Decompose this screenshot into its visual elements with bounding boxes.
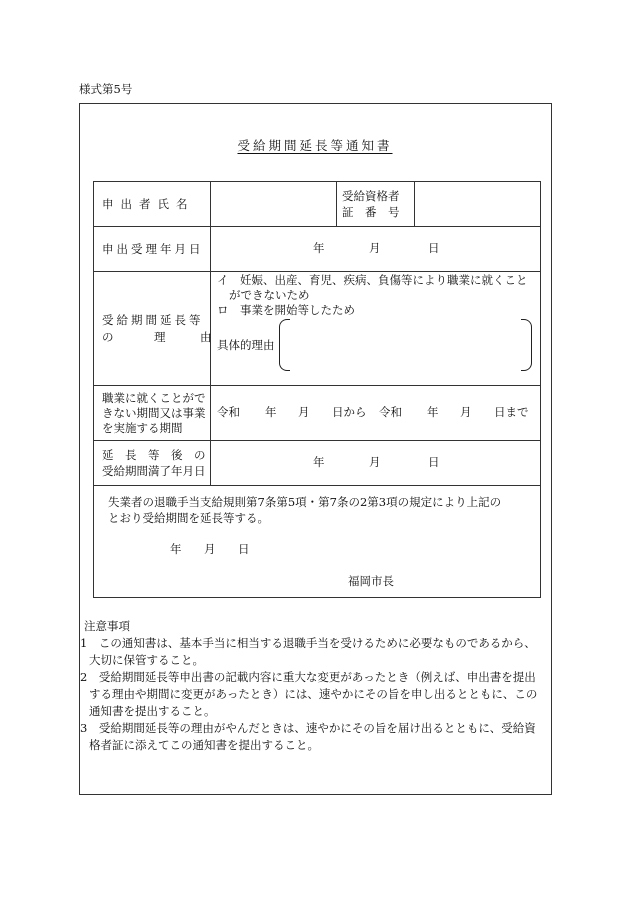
note-2-line-3: 通知書を提出すること。: [89, 704, 216, 718]
specific-reason-label: 具体的理由: [217, 338, 275, 352]
specific-reason-field[interactable]: [291, 319, 531, 369]
notice-date-year: 年: [170, 542, 182, 556]
reason-row: [94, 272, 541, 386]
cert-number-label: 受給資格者 証 番 号: [337, 182, 415, 227]
period-label: 職業に就くことがで きない期間又は事業 を実施する期間: [94, 386, 211, 441]
applicant-name-field[interactable]: [211, 182, 337, 227]
receipt-date-row: [94, 227, 541, 272]
reason-option-i[interactable]: イ 妊娠、出産、育児、疾病、負傷等により職業に就くこと: [217, 273, 528, 287]
period-row: [94, 386, 541, 441]
notice-row: [94, 486, 541, 598]
period-field[interactable]: 令和 年 月 日から 令和 年 月 日まで: [211, 386, 541, 441]
reason-label: 受給期間延長等 の 理 由: [94, 272, 211, 386]
notice-box: [94, 486, 541, 598]
expiry-label: 延 長 等 後 の 受給期間満了年月日: [94, 441, 211, 486]
document-title: 受給期間延長等通知書: [237, 138, 393, 153]
notice-date-day: 日: [238, 542, 250, 556]
note-1-line-1: 1 この通知書は、基本手当に相当する退職手当を受けるために必要なものであるから、: [80, 636, 536, 650]
note-2-line-1: 2 受給期間延長等申出書の記載内容に重大な変更があったとき（例えば、申出書を提出: [80, 670, 536, 684]
reason-option-ro[interactable]: ロ 事業を開始等したため: [217, 303, 355, 317]
reason-option-i-cont: ができないため: [229, 288, 310, 302]
form-number: 様式第5号: [79, 82, 133, 96]
note-3-line-2: 格者証に添えてこの通知書を提出すること。: [89, 738, 319, 752]
expiry-row: [94, 441, 541, 486]
applicant-name-label: 申出者氏名: [94, 182, 211, 227]
notes-heading: 注意事項: [84, 619, 130, 633]
applicant-row: [94, 182, 541, 227]
notice-date-month: 月: [204, 542, 216, 556]
notes-section: [80, 618, 538, 754]
bracket-left: [279, 319, 290, 371]
receipt-date-field[interactable]: 年 月 日: [211, 227, 541, 272]
application-table: [93, 181, 541, 598]
issuer-name: 福岡市長: [348, 574, 394, 588]
cert-number-field[interactable]: [415, 182, 541, 227]
reason-field: [211, 272, 541, 386]
note-3-line-1: 3 受給期間延長等の理由がやんだときは、速やかにその旨を届け出るとともに、受給資: [80, 721, 536, 735]
notice-line-2: とおり受給期間を延長等する。: [108, 511, 269, 525]
note-1-line-2: 大切に保管すること。: [89, 653, 204, 667]
notice-line-1: 失業者の退職手当支給規則第7条第5項・第7条の2第3項の規定により上記の: [108, 495, 502, 509]
receipt-date-label: 申出受理年月日: [94, 227, 211, 272]
expiry-date-field[interactable]: 年 月 日: [211, 441, 541, 486]
note-2-line-2: する理由や期間に変更があったとき）には、速やかにその旨を申し出るとともに、この: [89, 687, 538, 701]
